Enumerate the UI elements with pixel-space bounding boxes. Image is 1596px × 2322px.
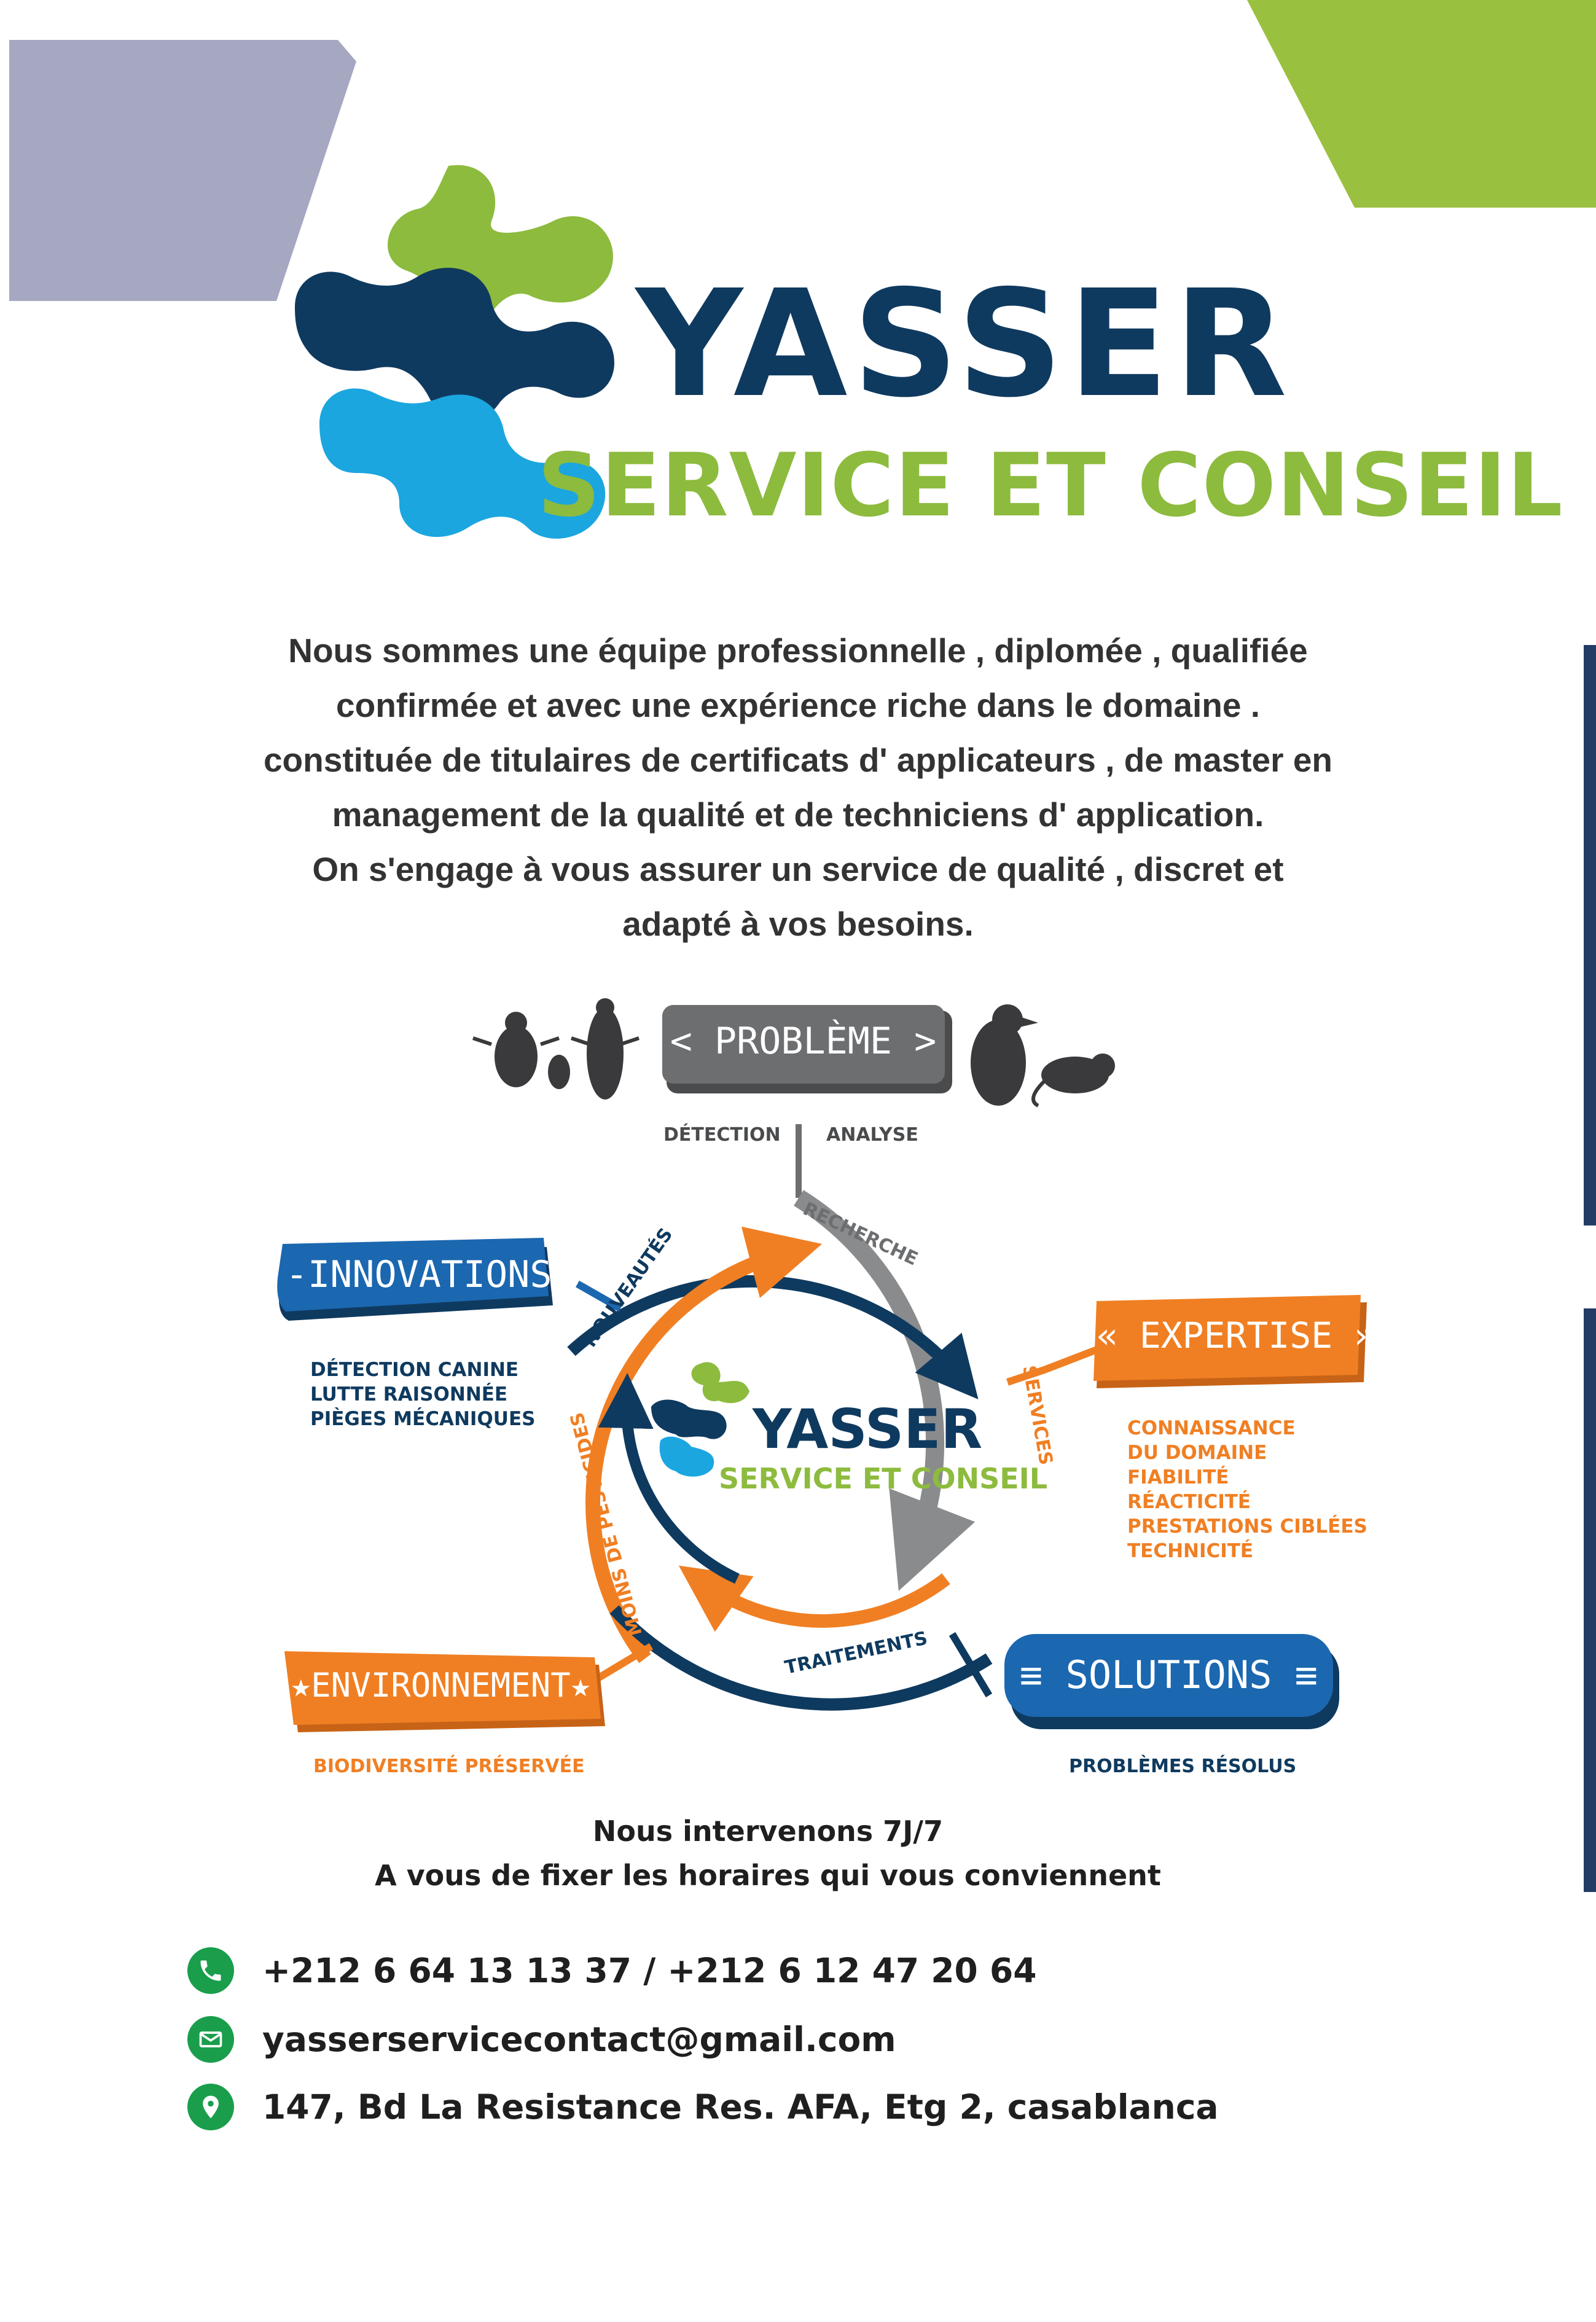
list-item: PRESTATIONS CIBLÉES	[1127, 1515, 1367, 1538]
list-item: TECHNICITÉ	[1127, 1540, 1254, 1562]
contact-email-row	[187, 2015, 896, 2064]
availability-line-2: A vous de fixer les horaires qui vous conviennent	[375, 1859, 1161, 1892]
moins-pesticides-label: MOINS DE PESTICIDES	[566, 1410, 647, 1638]
traitements-label: TRAITEMENTS	[783, 1627, 929, 1679]
list-item: FIABILITÉ	[1127, 1466, 1229, 1488]
probleme-badge-label: < PROBLÈME >	[670, 1020, 937, 1063]
list-item: PIÈGES MÉCANIQUES	[310, 1408, 536, 1430]
intro-line: On s'engage à vous assurer un service de qualité , discret et	[312, 850, 1284, 888]
contact-phone[interactable]: +212 6 64 13 13 37 / +212 6 12 47 20 64	[262, 1951, 1037, 1990]
list-item: DU DOMAINE	[1127, 1442, 1267, 1464]
recherche-label: RECHERCHE	[799, 1198, 921, 1270]
intro-line: confirmée et avec une expérience riche dans le domaine .	[336, 686, 1260, 724]
detection-caption: DÉTECTION	[663, 1124, 781, 1146]
analyse-caption: ANALYSE	[826, 1124, 918, 1146]
bird-rat-silhouettes-icon	[971, 1004, 1115, 1106]
arrow-traitements-inner	[706, 1579, 946, 1621]
intro-line: Nous sommes une équipe professionnelle , diplomée , qualifiée	[288, 631, 1308, 670]
nouveautes-label: NOUVEAUTÉS	[579, 1224, 678, 1351]
innovations-list	[310, 1358, 535, 1431]
brand-title: YASSER	[636, 258, 1293, 430]
phone-icon	[187, 1947, 234, 1994]
list-item: RÉACTICITÉ	[1127, 1491, 1251, 1513]
center-logo-title: YASSER	[753, 1398, 983, 1461]
contact-phone-row	[187, 1946, 1037, 1995]
availability-block	[369, 1809, 1167, 1898]
contact-email[interactable]: yasserservicecontact@gmail.com	[262, 2020, 896, 2059]
intro-line: adapté à vos besoins.	[622, 905, 974, 943]
intro-line: constituée de titulaires de certificats d' applicateurs , de master en	[263, 741, 1333, 779]
center-logo-subtitle: SERVICE ET CONSEIL	[719, 1462, 1048, 1495]
pest-silhouettes-icon	[473, 998, 639, 1100]
solutions-caption: PROBLÈMES RÉSOLUS	[1069, 1756, 1297, 1777]
innovations-badge-label: -INNOVATIONS-	[286, 1253, 574, 1296]
list-item: DÉTECTION CANINE	[310, 1359, 519, 1381]
intro-line: management de la qualité et de techniciens d' application.	[332, 796, 1264, 834]
environnement-caption: BIODIVERSITÉ PRÉSERVÉE	[313, 1756, 585, 1777]
brand-subtitle: SERVICE ET CONSEIL	[538, 435, 1563, 536]
envelope-icon	[187, 2016, 234, 2063]
expertise-list	[1127, 1416, 1367, 1563]
center-logo-mark	[651, 1362, 749, 1476]
solutions-badge-label: ≡ SOLUTIONS ≡	[1019, 1652, 1318, 1697]
environnement-badge-label: ★ENVIRONNEMENT★	[291, 1666, 591, 1705]
availability-line-1: Nous intervenons 7J/7	[592, 1815, 944, 1848]
expertise-badge-label: « EXPERTISE »	[1097, 1315, 1375, 1356]
list-item: LUTTE RAISONNÉE	[310, 1383, 508, 1405]
contact-address: 147, Bd La Resistance Res. AFA, Etg 2, casablanca	[262, 2087, 1219, 2127]
location-pin-icon	[187, 2084, 234, 2130]
contact-address-row	[187, 2082, 1219, 2132]
list-item: CONNAISSANCE	[1127, 1417, 1296, 1439]
services-label: SERVICES	[1018, 1364, 1057, 1467]
